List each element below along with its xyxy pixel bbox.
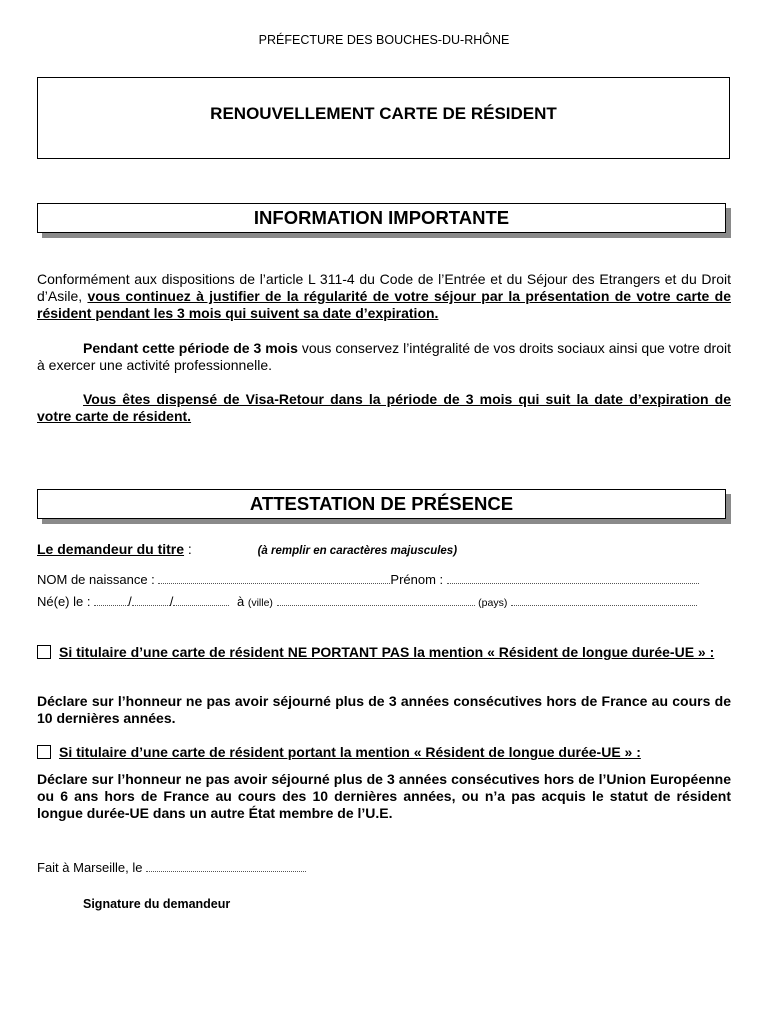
prenom-label: Prénom :	[390, 572, 444, 587]
fait-label: Fait à Marseille, le	[37, 860, 143, 875]
option-1-title-text: Si titulaire d’une carte de résident NE PORTANT PAS la mention « Résident de longue durée-UE » :	[59, 644, 715, 660]
date-slash-2: /	[169, 594, 174, 609]
option-2-checkbox[interactable]	[37, 745, 51, 759]
birth-day-field[interactable]	[94, 595, 128, 606]
info-heading: INFORMATION IMPORTANTE	[37, 203, 726, 233]
title-box	[37, 77, 730, 159]
prefecture-header: PRÉFECTURE DES BOUCHES-DU-RHÔNE	[258, 33, 510, 47]
attestation-heading: ATTESTATION DE PRÉSENCE	[37, 489, 726, 519]
option-2-title	[37, 744, 731, 761]
info-paragraph-3	[37, 391, 731, 425]
pays-label: (pays)	[478, 597, 508, 609]
birth-year-field[interactable]	[173, 595, 229, 606]
option-1-text: Déclare sur l’honneur ne pas avoir séjourné plus de 3 années consécutives hors de France au cours de 10 dernières années.	[37, 693, 731, 726]
fait-line	[37, 860, 306, 875]
a-label: à	[236, 594, 245, 609]
info-p3-bold: Vous êtes dispensé de Visa-Retour dans la période de 3 mois qui suit la date d’expiration de votre carte de résident.	[37, 391, 731, 424]
ne-label: Né(e) le :	[37, 594, 91, 609]
nom-label: NOM de naissance :	[37, 572, 155, 587]
birth-city-field[interactable]	[277, 595, 475, 606]
signature-label: Signature du demandeur	[83, 897, 231, 911]
date-slash-1: /	[128, 594, 132, 609]
prenom-field[interactable]	[447, 573, 699, 584]
nom-field[interactable]	[158, 573, 390, 584]
info-paragraph-2	[37, 340, 731, 374]
birth-month-field[interactable]	[132, 595, 170, 606]
birth-line	[37, 594, 697, 609]
applicant-label: Le demandeur du titre	[37, 541, 185, 557]
applicant-line	[37, 541, 457, 557]
info-p2-bold: Pendant cette période de 3 mois	[83, 340, 298, 356]
birth-country-field[interactable]	[511, 595, 697, 606]
applicant-colon: :	[184, 541, 192, 557]
name-line	[37, 572, 699, 587]
applicant-note: (à remplir en caractères majuscules)	[257, 545, 458, 557]
ville-label: (ville)	[247, 597, 273, 609]
option-2-text: Déclare sur l’honneur ne pas avoir séjourné plus de 3 années consécutives hors de l’Union Européenne ou 6 ans hors de France au cours des 10 dernières années, ou n’a pas acquis le statut de résident longue durée-UE dans un autre État membre de l’U.E.	[37, 771, 731, 821]
option-1-checkbox[interactable]	[37, 645, 51, 659]
info-paragraph-1	[37, 271, 731, 322]
document-title: RENOUVELLEMENT CARTE DE RÉSIDENT	[210, 104, 557, 123]
fait-date-field[interactable]	[146, 861, 306, 872]
option-2-title-text: Si titulaire d’une carte de résident portant la mention « Résident de longue durée-UE » :	[59, 744, 641, 760]
info-p1-text: Conformément aux dispositions de l’article L 311-4 du Code de l’Entrée et du Séjour des Etrangers et du Droit d’Asile,	[37, 271, 731, 304]
option-1-title	[37, 640, 731, 665]
info-p1-bold: vous continuez à justifier de la régularité de votre séjour par la présentation de votre carte de résident pendant les 3 mois qui suivent sa date d’expiration.	[37, 288, 731, 321]
info-p2-text: vous conservez l’intégralité de vos droits sociaux ainsi que votre droit à exercer une activité professionnelle.	[37, 340, 731, 373]
